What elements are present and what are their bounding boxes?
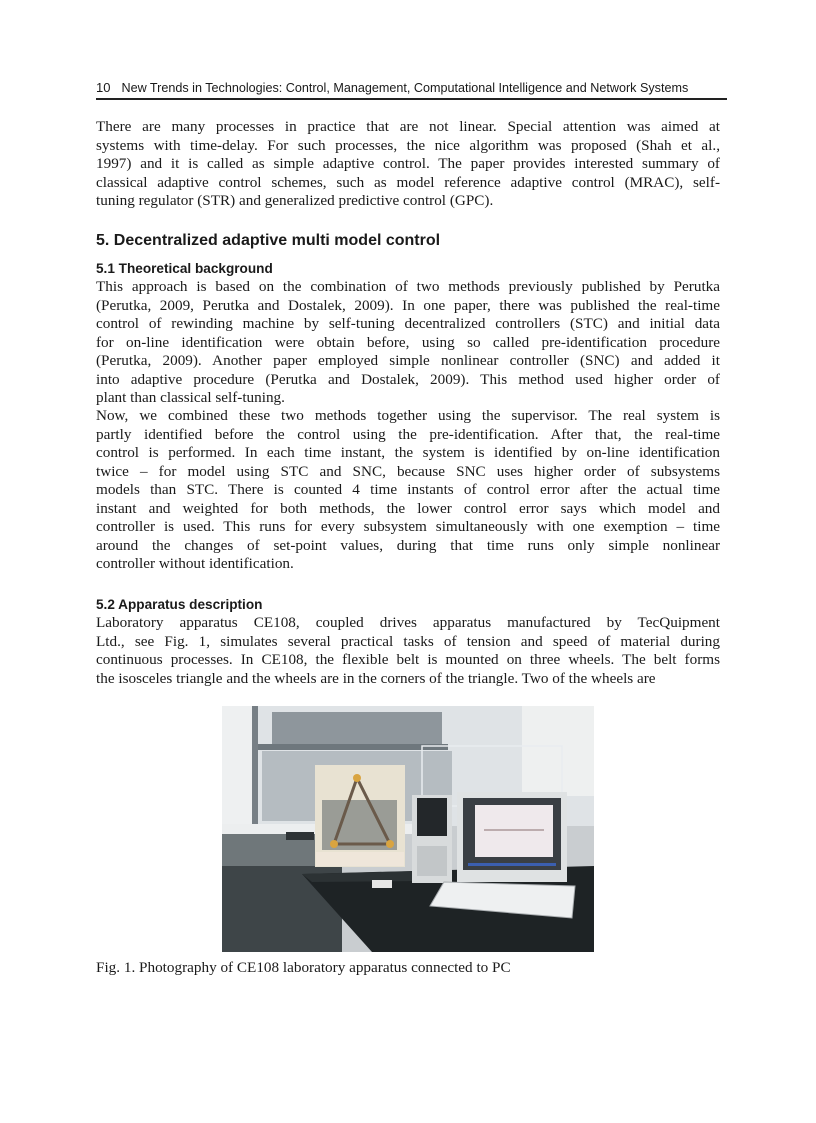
text-line: systems with time-delay. For such processes, the nice algorithm was proposed (Shah et al.,	[96, 136, 720, 154]
subsection-heading-5-1: 5.1 Theoretical background	[96, 261, 273, 276]
text-line: the isosceles triangle and the wheels are in the corners of the triangle. Two of the wheels are	[96, 669, 656, 687]
section-heading-5: 5. Decentralized adaptive multi model control	[96, 232, 441, 249]
text-line: Laboratory apparatus CE108, coupled drives apparatus manufactured by TecQuipment	[96, 614, 720, 631]
text-line: tuning regulator (STR) and generalized predictive control (GPC).	[96, 192, 494, 209]
paragraph-5-1-a	[96, 278, 720, 408]
page-number: 10	[96, 80, 111, 95]
text-line: (Perutka, 2009, Perutka and Dostalek, 2009). In one paper, there was published the real-time	[96, 296, 720, 314]
ce108-apparatus	[315, 765, 405, 867]
text-line: This approach is based on the combination of two methods previously published by Perutka	[96, 278, 720, 295]
text-line: (Perutka, 2009). Another paper employed simple nonlinear controller (SNC) and added it	[96, 352, 720, 369]
subsection-heading-5-2: 5.2 Apparatus description	[96, 597, 263, 612]
text-line: twice – for model using STC and SNC, because SNC uses higher order of subsystems	[96, 462, 720, 480]
intro-paragraph	[96, 118, 720, 211]
text-line: controller is used. This runs for every subsystem simultaneously with one exemption – time	[96, 518, 720, 535]
mouse	[372, 880, 392, 888]
pc-tower	[412, 795, 452, 883]
text-line: into adaptive procedure (Perutka and Dostalek, 2009). This method used higher order of	[96, 370, 720, 388]
text-line: control of rewinding machine by self-tuning decentralized controllers (STC) and initial data	[96, 315, 720, 332]
text-line: controller without identification.	[96, 555, 294, 572]
figure-caption: Fig. 1. Photography of CE108 laboratory apparatus connected to PC	[96, 959, 511, 976]
running-header	[96, 80, 727, 100]
text-line: Ltd., see Fig. 1, simulates several practical tasks of tension and speed of material during	[96, 632, 720, 650]
text-line: classical adaptive control schemes, such as model reference adaptive control (MRAC), self-	[96, 173, 720, 191]
running-title: New Trends in Technologies: Control, Management, Computational Intelligence and Network Systems	[121, 81, 689, 95]
monitor	[457, 792, 567, 882]
apparatus-photo	[222, 706, 594, 952]
paragraph-5-1-b	[96, 407, 720, 574]
text-line: partly identified before the control using the pre-identification. After that, the real-time	[96, 425, 720, 443]
text-line: instant and weighted for both methods, the lower control error says which model and	[96, 499, 720, 517]
text-line: continuous processes. In CE108, the flexible belt is mounted on three wheels. The belt forms	[96, 651, 720, 668]
text-line: for on-line identification were obtain before, using so called pre-identification procedure	[96, 333, 720, 351]
text-line: around the changes of set-point values, during that time runs only simple nonlinear	[96, 536, 720, 554]
text-line: models than STC. There is counted 4 time instants of control error after the actual time	[96, 481, 720, 498]
text-line: Now, we combined these two methods together using the supervisor. The real system is	[96, 407, 720, 424]
paragraph-5-2	[96, 614, 720, 688]
text-line: 1997) and it is called as simple adaptive control. The paper provides interested summary of	[96, 155, 720, 172]
text-line: There are many processes in practice that are not linear. Special attention was aimed at	[96, 118, 720, 135]
text-line: plant than classical self-tuning.	[96, 389, 285, 406]
text-line: control is performed. In each time instant, the system is identified by on-line identification	[96, 444, 720, 461]
